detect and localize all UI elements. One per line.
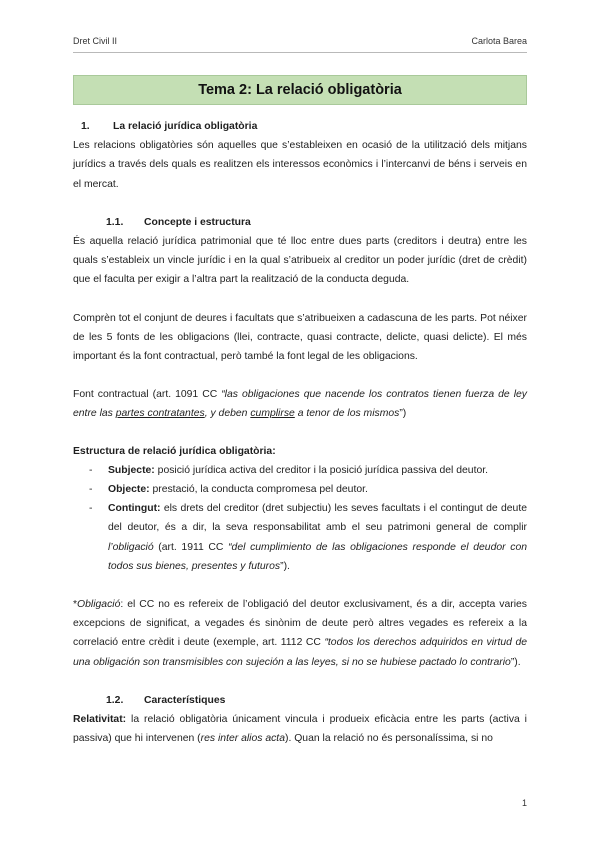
list-item: - Contingut: els drets del creditor (dret subjectiu) les seves facultats i el contingut de deute del deutor, és a dir, la seva responsabilitat amb el seu patrimoni general de complir l’obligació (art. 1911 CC “del cumplimiento de las obligaciones responde el deudor con todos sus bienes, presentes y futuros”). [89,503,528,572]
art-1091-quote: “las obligaciones que nacende los contratos tienen fuerza de ley entre las partes contratantes, y deben cumplirse a tenor de los mismos [73,389,527,420]
page-header [73,36,527,52]
section-1-1-number: 1.1. [106,216,124,228]
header-divider [73,52,527,53]
section-1-paragraph: Les relacions obligatòries són aquelles que s’estableixen en ocasió de la utilització dels mitjans jurídics a través dels quals es realitzen els interessos econòmics i l’intercanvi de béns i serveis en el mercat. [73,140,527,190]
section-1-1-paragraph-1: És aquella relació jurídica patrimonial que té lloc entre dues parts (creditors i deutra) entre les quals s’estableix un vincle jurídic i en la qual s’atribueix al creditor un poder jurídic (dret de crèdit) que el faculta per exigir a l’altra part la realització de la conducta deguda. [73,236,527,286]
section-1-2-heading [73,691,527,710]
page-number: 1 [521,798,527,808]
section-1-1-heading [73,213,527,232]
section-1-title: La relació jurídica obligatòria [113,121,258,132]
list-item: - Objecte: prestació, la conducta compromesa pel deutor. [89,484,368,496]
list-item: - Subjecte: posició jurídica activa del creditor i la posició jurídica passiva del deutor. [89,464,489,476]
section-1-2-title: Característiques [144,694,226,706]
section-1-1-title: Concepte i estructura [144,216,251,228]
font-contractual-paragraph: Font contractual (art. 1091 CC “las obligaciones que nacende los contratos tienen fuerza de ley entre las partes contratantes, y deben cumplirse a tenor de los mismos”) [73,389,527,420]
relativitat-paragraph: Relativitat: la relació obligatòria únicament vincula i produeix eficàcia entre les parts (activa i passiva) que hi intervenen (res inter alios acta). Quan la relació no és personalíssima, si no [73,714,527,745]
section-1-number: 1. [81,121,90,132]
chapter-title: Tema 2: La relació obligatòria [73,75,527,105]
obligacio-note: *Obligació: el CC no es refereix de l’obligació del deutor exclusivament, és a dir, accepta varies excepcions de significat, a vegades és sinònim de deute però altres vegades es refereix a la correlació entre crèdit i deute (exemple, art. 1112 CC “todos los derechos adquiridos en virtud de una obligación son transmisibles con sujeción a las leyes, si no se hubiese pactado lo contrario”). [73,599,527,668]
document-body [73,117,527,748]
header-author: Carlota Barea [471,36,527,46]
structure-list [73,461,527,576]
section-1-heading [73,117,527,136]
header-course: Dret Civil II [73,36,118,46]
structure-heading: Estructura de relació jurídica obligatòria: [73,445,276,457]
section-1-2-number: 1.2. [106,694,124,706]
section-1-1-paragraph-2: Comprèn tot el conjunt de deures i facultats que s’atribueixen a cadascuna de les parts. Pot néixer de les 5 fonts de les obligacions (llei, contracte, quasi contracte, delicte, quasi delicte). El més important és la font contractual, però també la font legal de les obligacions. [73,312,527,363]
